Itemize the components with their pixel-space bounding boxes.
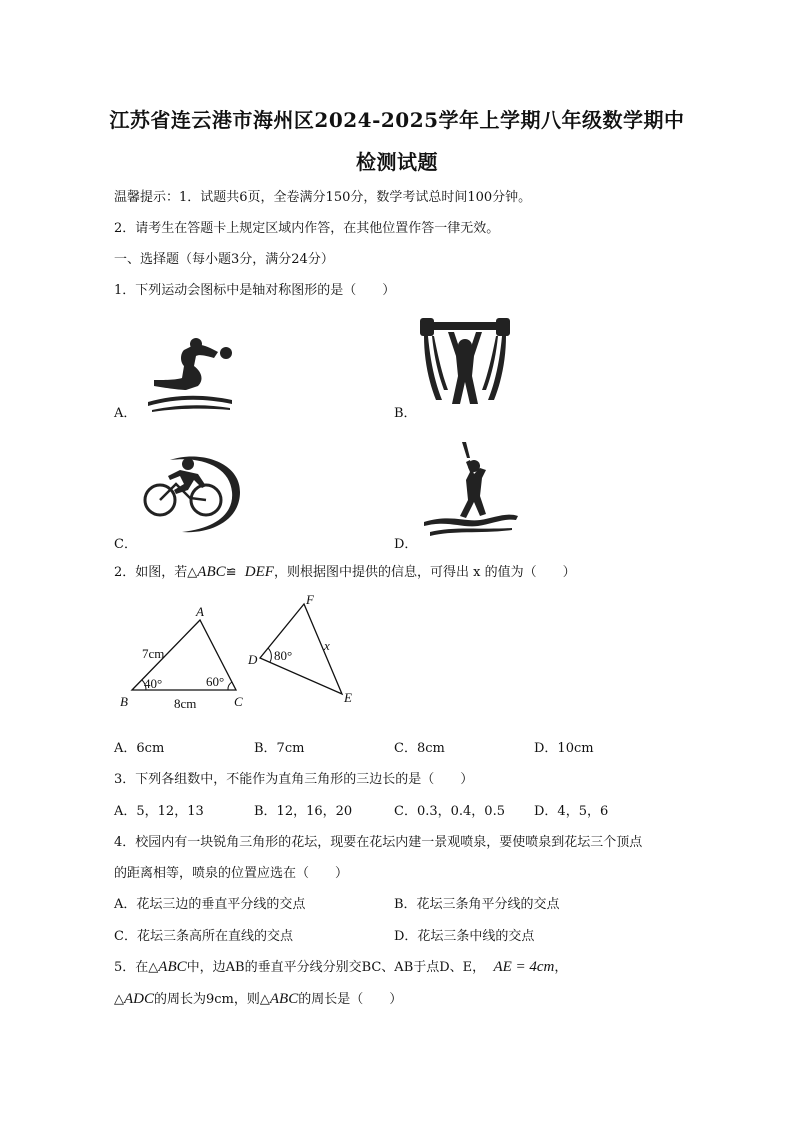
volleyball-player-icon <box>140 328 240 413</box>
q2-option-c[interactable]: C．8cm <box>394 741 445 756</box>
angle-b-label: 40° <box>144 676 163 691</box>
tip-line-1: 温馨提示：1．试题共6页，全卷满分150分，数学考试总时间100分钟。 <box>114 190 532 205</box>
q5-line1-mid: 中，边AB的垂直平分线分别交BC、AB于点D、E， <box>186 960 486 975</box>
q4-option-a[interactable]: A．花坛三边的垂直平分线的交点 <box>114 897 306 912</box>
section-heading: 一、选择题（每小题3分，满分24分） <box>114 252 334 267</box>
q5-line2-mid: 的周长为9cm，则△ <box>154 992 270 1007</box>
vertex-d-label: D <box>248 652 258 667</box>
cyclist-icon <box>140 450 245 535</box>
q4-option-b[interactable]: B．花坛三条角平分线的交点 <box>394 897 560 912</box>
q5-line2 <box>114 988 402 1008</box>
q3-option-b[interactable]: B．12，16，20 <box>254 804 353 819</box>
q5-line2-abc: ABC <box>269 991 299 1007</box>
q2-stem-suffix: ，则根据图中提供的信息，可得出 x 的值为（ ） <box>273 565 576 580</box>
q2-stem-def: DEF <box>244 564 274 580</box>
vertex-a-label: A <box>196 604 204 619</box>
side-ab-label: 7cm <box>142 646 165 661</box>
q5-line2-tri: △ <box>114 992 124 1007</box>
q2-option-b[interactable]: B．7cm <box>254 741 305 756</box>
q2-stem-abc: ABC <box>197 564 226 580</box>
q3-stem: 3．下列各组数中，不能作为直角三角形的三边长的是（ ） <box>114 772 474 787</box>
q3-option-d[interactable]: D．4，5，6 <box>534 804 609 819</box>
q5-line2-end: 的周长是（ ） <box>298 992 403 1007</box>
weightlifter-icon <box>420 318 510 408</box>
q4-stem-line1: 4．校园内有一块锐角三角形的花坛，现要在花坛内建一景观喷泉，要使喷泉到花坛三个顶点 <box>114 835 643 850</box>
triangle-abc <box>120 604 243 711</box>
vertex-b-label: B <box>120 694 128 709</box>
q1-option-d-label: D． <box>394 537 418 552</box>
q4-option-c[interactable]: C．花坛三条高所在直线的交点 <box>114 929 293 944</box>
q3-option-a[interactable]: A．5，12，13 <box>114 804 204 819</box>
q5-line1-end: ， <box>554 960 568 975</box>
q1-option-c-label: C． <box>114 537 137 552</box>
q5-line1-prefix: 5．在△ <box>114 960 159 975</box>
vertex-f-label: F <box>306 592 314 607</box>
q4-option-d[interactable]: D．花坛三条中线的交点 <box>394 929 535 944</box>
angle-c-label: 60° <box>206 674 225 689</box>
golfer-icon <box>420 440 520 538</box>
q1-stem: 1．下列运动会图标中是轴对称图形的是（ ） <box>114 283 396 298</box>
q3-option-c[interactable]: C．0.3，0.4，0.5 <box>394 804 505 819</box>
q2-stem-prefix: 2．如图，若△ <box>114 565 198 580</box>
side-fe-label: x <box>324 638 330 653</box>
q2-option-a[interactable]: A．6cm <box>114 741 165 756</box>
q2-option-d[interactable]: D．10cm <box>534 741 594 756</box>
q2-triangles-figure <box>112 590 372 715</box>
exam-title-line2: 检测试题 <box>356 150 438 174</box>
q5-line1-abc: ABC <box>158 959 187 975</box>
q2-stem <box>114 561 576 581</box>
q2-stem-congruent: ≌ <box>225 565 237 580</box>
q1-option-b-label: B． <box>394 406 417 421</box>
vertex-e-label: E <box>344 690 352 705</box>
vertex-c-label: C <box>234 694 243 709</box>
q4-stem-line2: 的距离相等，喷泉的位置应选在（ ） <box>114 866 349 881</box>
angle-d-label: 80° <box>274 648 293 663</box>
side-bc-label: 8cm <box>174 696 197 711</box>
q1-option-a-label: A． <box>114 406 137 421</box>
q5-line1 <box>114 956 567 976</box>
q5-line2-adc: ADC <box>124 991 154 1007</box>
exam-title-line1: 江苏省连云港市海州区2024-2025学年上学期八年级数学期中 <box>109 108 685 132</box>
tip-line-2: 2．请考生在答题卡上规定区域内作答，在其他位置作答一律无效。 <box>114 221 500 236</box>
q5-line1-ae: AE = 4cm <box>493 959 555 975</box>
triangle-def <box>247 592 352 705</box>
